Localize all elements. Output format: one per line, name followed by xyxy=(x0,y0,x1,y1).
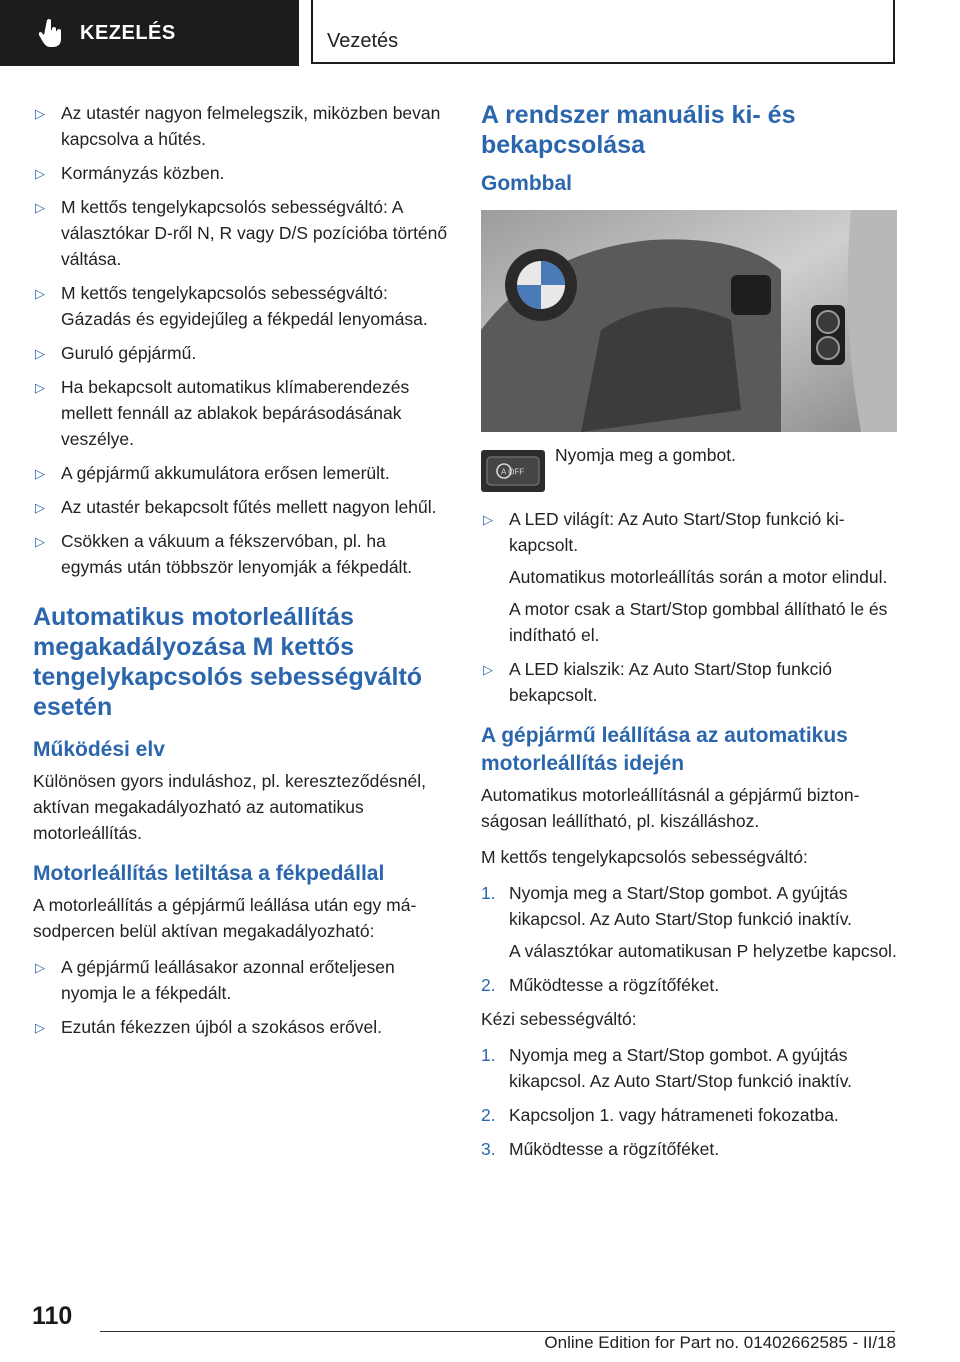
list-item: 2. Kapcsoljon 1. vagy hátrameneti fokozatba. xyxy=(481,1105,839,1125)
steering-wheel-photo xyxy=(481,210,897,432)
mdct-steps xyxy=(481,880,897,998)
triangle-bullet-icon: ▷ xyxy=(35,286,45,301)
triangle-bullet-icon: ▷ xyxy=(35,106,45,121)
section-label: KEZELÉS xyxy=(80,21,176,44)
auto-start-stop-button-icon xyxy=(481,450,545,492)
park-text: Automatikus motorleállításnál a gépjármű biztonságosan leállítható, pl. kiszálláshoz. xyxy=(481,785,860,831)
button-instruction xyxy=(481,445,897,492)
footer-divider xyxy=(100,1331,895,1332)
heading-park: A gépjármű leállítása az automatikus motorleállítás idején xyxy=(481,724,848,775)
triangle-bullet-icon: ▷ xyxy=(35,200,45,215)
list-item: ▷ Ha bekapcsolt automatikus klímaberendezés mellett fennáll az ablakok bepárásodásának veszélye. xyxy=(35,377,410,449)
chapter-box xyxy=(311,0,895,64)
button-text: Nyomja meg a gombot. xyxy=(555,445,736,465)
triangle-bullet-icon: ▷ xyxy=(483,512,493,527)
list-item: ▷ Az utastér bekapcsolt fűtés mellett nagyon lehűl. xyxy=(33,494,448,520)
list-item: ▷ Ezután fékezzen újból a szokásos erővel. xyxy=(33,1014,448,1040)
right-column xyxy=(481,100,897,1170)
list-item: 3. Működtesse a rögzítőféket. xyxy=(481,1139,720,1159)
page-number: 110 xyxy=(32,1302,73,1330)
list-item: ▷ A LED világít: Az Auto Start/Stop funkció kikapcsolt. Automatikus motorleállítás során a motor elindul. A motor csak a Start/Stop gombbal állítható le és indítható el. xyxy=(483,509,888,645)
heading-brake: Motorleállítás letiltása a fékpedállal xyxy=(33,862,385,885)
triangle-bullet-icon: ▷ xyxy=(35,534,45,549)
triangle-bullet-icon: ▷ xyxy=(483,662,493,677)
triangle-bullet-icon: ▷ xyxy=(35,166,45,181)
list-item: ▷ M kettős tengelykapcsolós sebességváltó: A választókar D-ről N, R vagy D/S pozícióba történő váltása. xyxy=(35,197,448,269)
list-item: 2. Működtesse a rögzítőféket. xyxy=(481,975,720,995)
heading-button: Gombbal xyxy=(481,172,573,195)
led-list xyxy=(481,506,897,708)
list-item: 1. Nyomja meg a Start/Stop gombot. A gyújtás kikapcsol. Az Auto Start/Stop funkció inaktív. xyxy=(481,1045,853,1091)
heading-manual: A rendszer manuális ki- és bekapcsolása xyxy=(481,101,796,159)
triangle-bullet-icon: ▷ xyxy=(35,466,45,481)
brake-list xyxy=(33,954,448,1040)
list-item: ▷ Csökken a vákuum a fékszervóban, pl. ha egymás után többször lenyomják a fékpedált. xyxy=(35,531,413,577)
triangle-bullet-icon: ▷ xyxy=(35,380,45,395)
condition-list xyxy=(33,100,448,580)
list-item: ▷ A LED kialszik: Az Auto Start/Stop funkció bekapcsolt. xyxy=(483,659,832,705)
list-item: 1. Nyomja meg a Start/Stop gombot. A gyújtás kikapcsol. Az Auto Start/Stop funkció inaktív. A választókar automatikusan P helyzetbe kapcsol. xyxy=(481,883,897,961)
section-tab xyxy=(0,0,299,66)
list-item: ▷ A gépjármű akkumulátora erősen lemerült. xyxy=(33,460,448,486)
triangle-bullet-icon: ▷ xyxy=(35,960,45,975)
triangle-bullet-icon: ▷ xyxy=(35,1020,45,1035)
chapter-title: Vezetés xyxy=(327,30,399,52)
heading-principle: Működési elv xyxy=(33,738,165,761)
left-column xyxy=(33,100,448,1048)
hand-pointer-icon xyxy=(38,18,64,48)
manual-label: Kézi sebességváltó: xyxy=(481,1009,637,1029)
mdct-label: M kettős tengelykapcsolós sebességváltó: xyxy=(481,847,808,867)
list-item: ▷ M kettős tengelykapcsolós sebességváltó: Gázadás és egyidejűleg a fékpedál lenyomása. xyxy=(35,283,428,329)
button-icon-label: A OFF xyxy=(501,467,525,477)
triangle-bullet-icon: ▷ xyxy=(35,500,45,515)
triangle-bullet-icon: ▷ xyxy=(35,346,45,361)
list-item: ▷ Kormányzás közben. xyxy=(33,160,448,186)
list-item: ▷ Az utastér nagyon felmelegszik, miközben bevan kapcsolva a hűtés. xyxy=(35,103,441,149)
heading-prevent-stop: Automatikus motorleállítás megakadályozása M kettős tengelykapcsolós sebességváltó esetén xyxy=(33,603,423,721)
edition-note: Online Edition for Part no. 01402662585 - II/18 xyxy=(544,1333,896,1352)
principle-text: Különösen gyors induláshoz, pl. kereszteződésnél, aktívan megakadályozható az automatikus motorleállítás. xyxy=(33,771,427,843)
brake-text: A motorleállítás a gépjármű leállása után egy másodpercen belül aktívan megakadályozható: xyxy=(33,895,417,941)
list-item: ▷ A gépjármű leállásakor azonnal erőteljesen nyomja le a fékpedált. xyxy=(35,957,395,1003)
list-item: ▷ Guruló gépjármű. xyxy=(33,340,448,366)
manual-steps xyxy=(481,1042,897,1162)
